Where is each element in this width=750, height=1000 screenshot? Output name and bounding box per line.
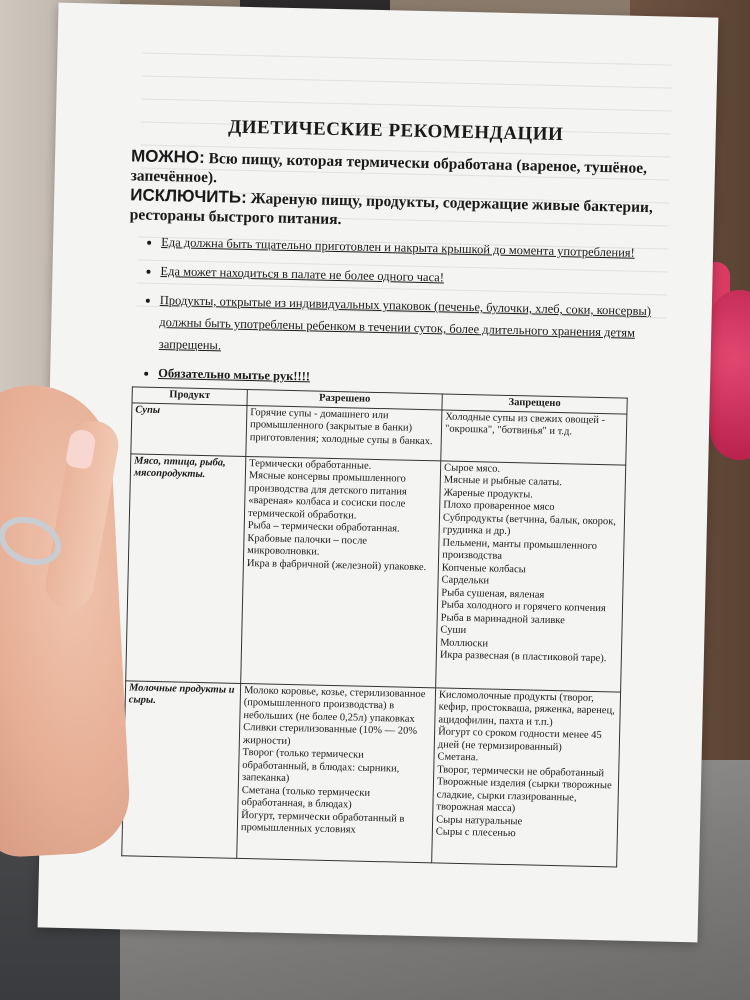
exclude-label: ИСКЛЮЧИТЬ: — [130, 185, 247, 207]
allow-text: Всю пищу, которая термически обработана (вареное, тушёное, запечённое). — [130, 150, 648, 187]
list-item: • Еда должна быть тщательно приготовлен и накрыта крышкой до момента употребления! — [161, 231, 653, 264]
cell-forbidden: Холодные супы из свежих овощей - "окрошка", "ботвинья" и т.д. — [441, 409, 627, 464]
allow-label: МОЖНО: — [130, 146, 206, 167]
list-item-handwash: • Обязательно мытье рук!!!! — [158, 362, 650, 395]
table-row — [126, 453, 626, 691]
cell-allowed: Горячие супы - домашнего или промышленного (закрытые в банки) приготовления; холодные супы в банках. — [246, 405, 442, 460]
column-header-forbidden: Запрещено — [442, 394, 627, 414]
cell-product: Молочные продукты и сыры. — [122, 680, 241, 858]
cell-forbidden: Кисломолочные продукты (творог, кефир, простокваша, ряженка, варенец, ацидофилин, пахта и т.п.) Йогурт со сроком годности менее 45 дней (не термизированный) Сметана. Творог, термически не обработанный Творожные изделия (сырки творожные сладкие, сырки глазированные, творожная масса) Сыры натуральные Сыры с плесенью — [432, 687, 621, 866]
cell-allowed: Молоко коровье, козье, стерилизованное (промышленного производства) в небольших (не более 0,25л) упаковках Сливки стерилизованные (10% — 20% жирности) Творог (только термически обработанный, в блюдах: сырники, запеканка) Сметана (только термически обработанная, в блюдах) Йогурт, термически обработанный в промышленных условиях — [237, 683, 436, 862]
cell-allowed: Термически обработанные. Мясные консервы промышленного производства для детского питания «вареная» колбаса и сосиски после термической обработки. Рыба – термически обработанная. Крабовые палочки – после микроволновки. Икра в фабричной (железной) упаковке. — [241, 456, 441, 687]
food-table — [121, 386, 628, 867]
cell-product: Мясо, птица, рыба, мясопродукты. — [126, 453, 246, 683]
column-header-allowed: Разрешено — [247, 390, 442, 410]
exclude-text: Жареную пищу, продукты, содержащие живые бактерии, рестораны быстрого питания. — [129, 190, 653, 229]
column-header-product: Продукт — [132, 387, 247, 405]
list-item: • Еда может находиться в палате не более одного часа! — [160, 260, 652, 293]
table-row — [122, 680, 621, 866]
rules-list — [130, 230, 653, 395]
paper-sheet — [38, 3, 719, 943]
cell-product: Супы — [131, 402, 247, 456]
document-body — [130, 114, 656, 402]
list-item: • Продукты, открытые из индивидуальных упаковок (печенье, булочки, хлеб, соки, консервы) должны быть употреблены ребенком в течении суток, более длительного хранения детям запрещены. — [159, 289, 652, 366]
document-title: ДИЕТИЧЕСКИЕ РЕКОМЕНДАЦИИ — [227, 116, 564, 146]
cell-forbidden: Сырое мясо. Мясные и рыбные салаты. Жареные продукты. Плохо проваренное мясо Субпродукты (ветчина, балык, окорок, грудинка и др.) Пельмени, манты промышленного производства Копченые колбасы Сардельки Рыба сушеная, вяленая Рыба холодного и горячего копчения Рыба в маринадной заливке Суши Моллюски Икра развесная (в пластиковой таре). — [436, 460, 626, 691]
pink-object — [710, 290, 750, 460]
